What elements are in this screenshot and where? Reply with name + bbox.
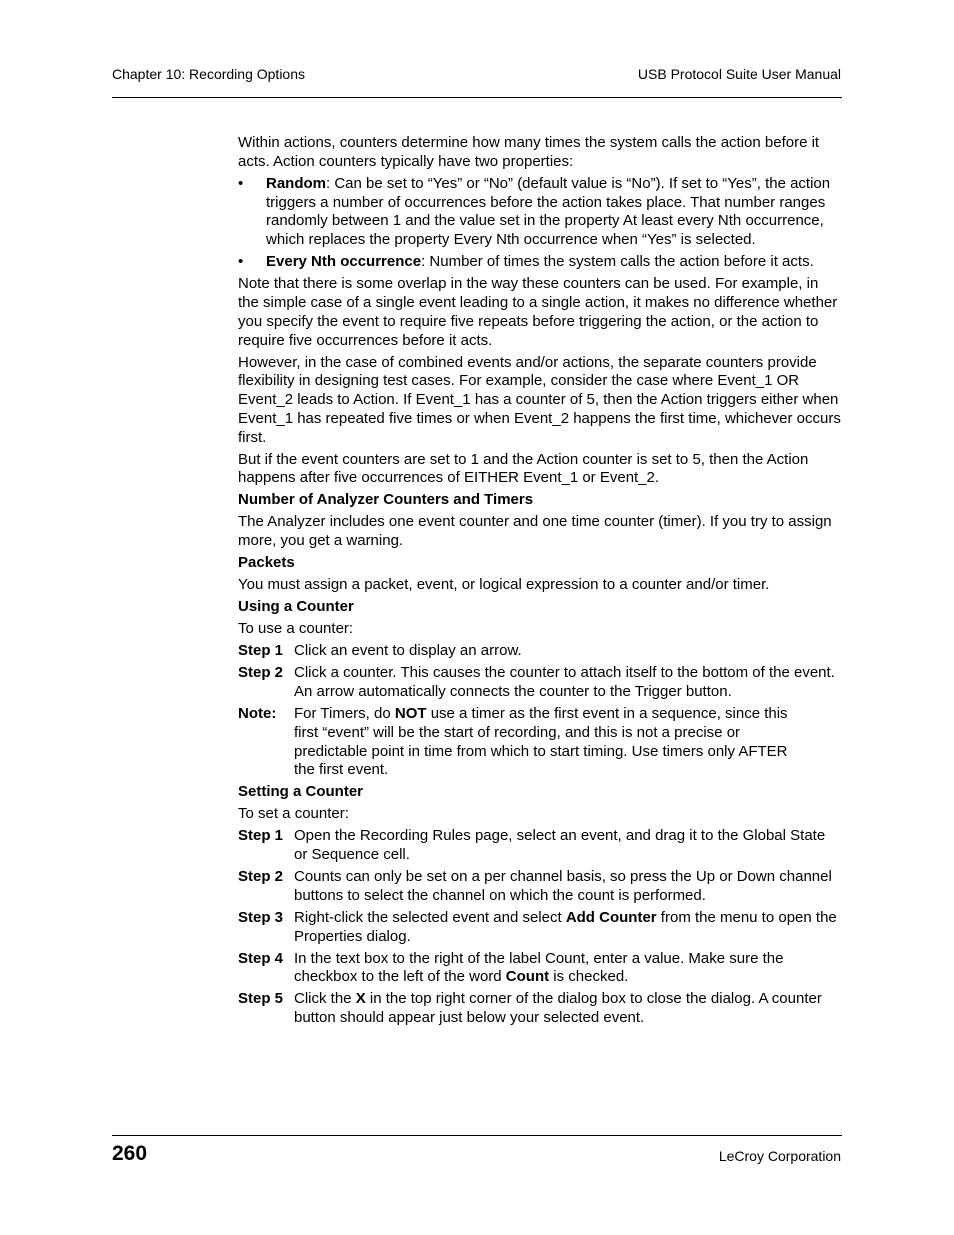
step-label: Step 1 [238, 642, 284, 660]
bullet-icon: • [238, 253, 244, 271]
step-text-start: Click the [294, 990, 356, 1008]
page-number: 260 [112, 1142, 148, 1165]
step-label: Step 1 [238, 827, 284, 845]
step-text [294, 950, 841, 988]
step-label: Step 4 [238, 949, 284, 967]
setting-step-5 [238, 990, 841, 1028]
setting-step-4 [238, 950, 841, 988]
using-step-1 [238, 642, 841, 661]
page-body [238, 134, 841, 1031]
step-emphasis: Add Counter [565, 908, 657, 926]
running-header-manual: USB Protocol Suite User Manual [637, 66, 841, 82]
paragraph-overlap: Note that there is some overlap in the way these counters can be used. For example, in the simple case of a single event leading to a single action, it makes no difference whether you specify the event to require five repeats before triggering the action, or the action to require five occurrences before it acts. [238, 275, 838, 349]
note-text-start: For Timers, do [294, 704, 395, 722]
heading-packets: Packets [238, 554, 295, 572]
setting-step-2 [238, 868, 841, 906]
bullet-term: Every Nth occurrence [266, 253, 422, 271]
setting-step-3 [238, 909, 841, 947]
note-emphasis: NOT [394, 704, 427, 722]
bullet-text [266, 253, 841, 272]
step-text [294, 827, 841, 865]
note-label: Note: [238, 704, 277, 722]
timer-note [238, 705, 841, 780]
heading-counters-timers: Number of Analyzer Counters and Timers [238, 491, 534, 509]
step-text-end: from the menu to open the Properties dialog. [294, 908, 837, 945]
step-text-start: Open the Recording Rules page, select an event, and drag it to the Global State or Sequence cell. [294, 827, 826, 864]
step-text: Click a counter. This causes the counter to attach itself to the bottom of the event. An arrow automatically connects the counter to the Trigger button. [294, 664, 835, 700]
paragraph-packets: You must assign a packet, event, or logical expression to a counter and/or timer. [238, 576, 770, 594]
setting-step-1 [238, 827, 841, 865]
step-text-start: Counts can only be set on a per channel basis, so press the Up or Down channel buttons to select the channel on which the count is performed. [294, 868, 832, 904]
note-text [294, 705, 841, 780]
heading-using-counter: Using a Counter [238, 598, 354, 616]
bullet-description: : Can be set to “Yes” or “No” (default value is “No”). If set to “Yes”, the action triggers a number of occurrences before the action takes place. That number ranges randomly between 1 and the value set in the property At least every Nth occurrence, which replaces the property Every Nth occurrence when “Yes” is selected. [266, 174, 831, 249]
bullet-text [266, 175, 841, 250]
note-text-end: use a timer as the first event in a sequence, since this first “event” will be the start of recording, and this is not a precise or predictable point in time from which to start timing. Use timers only AFTER the first event. [294, 704, 788, 779]
using-counter-intro: To use a counter: [238, 620, 354, 638]
step-text-start: In the text box to the right of the label Count, enter a value. Make sure the checkbox to the left of the word [294, 949, 784, 986]
using-step-2 [238, 664, 841, 702]
step-label: Step 2 [238, 868, 284, 886]
step-emphasis: Count [505, 968, 550, 986]
step-text: Click an event to display an arrow. [294, 642, 522, 660]
step-label: Step 2 [238, 664, 284, 682]
footer-rule [112, 1135, 842, 1136]
step-text [294, 868, 841, 906]
bullet-item-every-nth [238, 253, 841, 272]
bullet-term: Random [266, 174, 326, 192]
bullet-icon: • [238, 174, 244, 192]
heading-setting-counter: Setting a Counter [238, 783, 364, 801]
paragraph-counters-timers: The Analyzer includes one event counter and one time counter (timer). If you try to assign more, you get a warning. [238, 513, 832, 550]
step-text-end: in the top right corner of the dialog box to close the dialog. A counter button should appear just below your selected event. [294, 990, 822, 1027]
intro-paragraph: Within actions, counters determine how many times the system calls the action before it acts. Action counters typically have two properties: [238, 134, 820, 170]
bullet-description: : Number of times the system calls the action before it acts. [421, 253, 814, 271]
paragraph-either: But if the event counters are set to 1 and the Action counter is set to 5, then the Action happens after five occurrences of EITHER Event_1 or Event_2. [238, 450, 809, 487]
step-text-start: Right-click the selected event and select [294, 908, 566, 926]
bullet-item-random [238, 175, 841, 250]
step-text-end: is checked. [549, 968, 629, 986]
header-rule [112, 97, 842, 98]
step-label: Step 5 [238, 990, 284, 1008]
step-emphasis: X [355, 990, 366, 1008]
step-text [294, 990, 841, 1028]
running-header-chapter: Chapter 10: Recording Options [112, 66, 305, 82]
step-text [294, 909, 841, 947]
footer-company: LeCroy Corporation [718, 1148, 841, 1164]
setting-counter-intro: To set a counter: [238, 805, 349, 823]
step-label: Step 3 [238, 908, 284, 926]
paragraph-combined: However, in the case of combined events and/or actions, the separate counters provide flexibility in designing test cases. For example, consider the case where Event_1 OR Event_2 leads to Action. If Event_1 has a counter of 5, then the Action triggers either when Event_1 has repeated five times or when Event_2 happens the first time, whichever occurs first. [238, 353, 841, 446]
